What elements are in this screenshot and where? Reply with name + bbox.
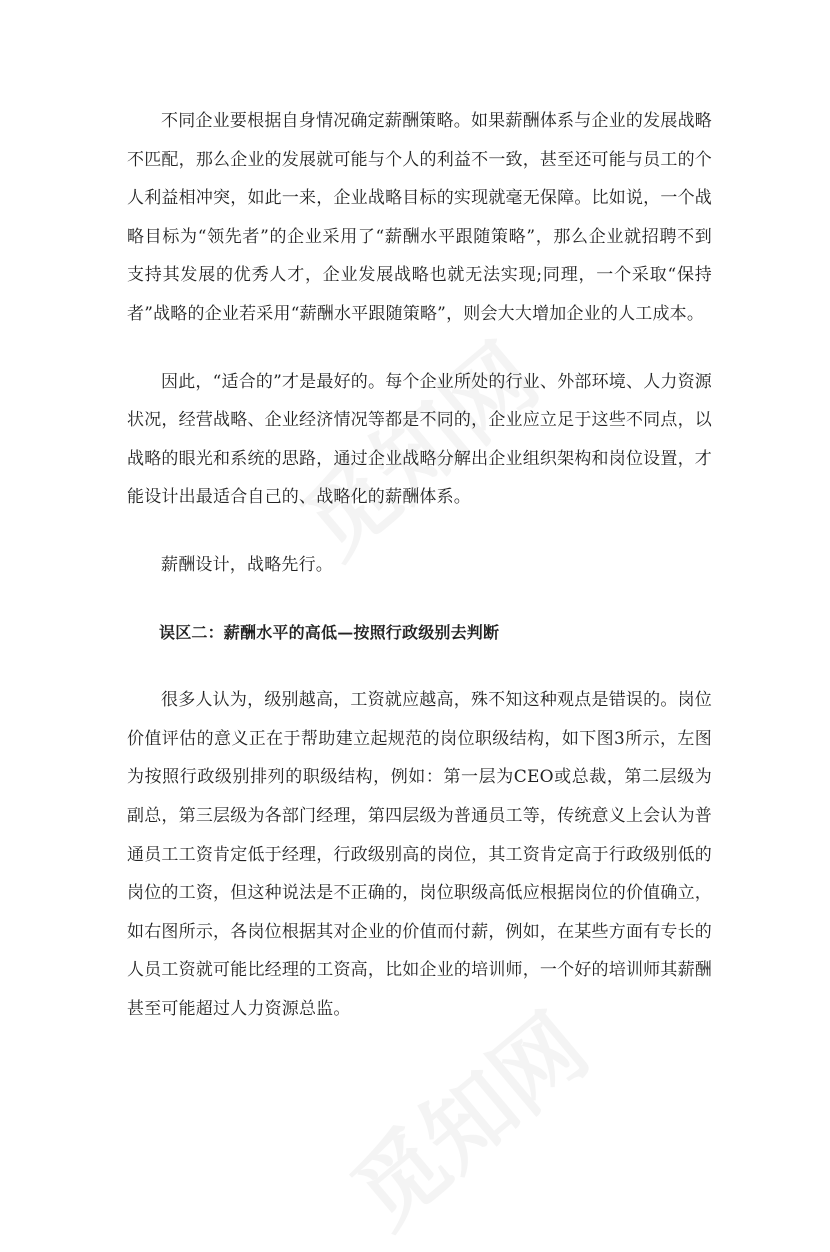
paragraph-job-level-structure: 很多人认为，级别越高，工资就应越高，殊不知这种观点是错误的。岗位价值评估的意义正在于帮助建立起规范的岗位职级结构，如下图3所示，左图为按照行政级别排列的职级结构，例如：第一层为CEO或总裁，第二层级为副总，第三层级为各部门经理，第四层级为普通员工等，传统意义上会认为普通员工工资肯定低于经理，行政级别高的岗位，其工资肯定高于行政级别低的岗位的工资，但这种说法是不正确的，岗位职级高低应根据岗位的价值确立，如右图所示，各岗位根据其对企业的价值而付薪，例如，在某些方面有专长的人员工资就可能比经理的工资高，比如企业的培训师，一个好的培训师其薪酬甚至可能超过人力资源总监。 bbox=[127, 690, 712, 1019]
paragraph-strategy-first: 薪酬设计，战略先行。 bbox=[161, 554, 333, 575]
section-heading-misconception-two: 误区二：薪酬水平的高低—按照行政级别去判断 bbox=[159, 622, 500, 642]
document-body bbox=[127, 102, 712, 1057]
paragraph-suitable-is-best: 因此，“适合的”才是最好的。每个企业所处的行业、外部环境、人力资源状况，经营战略、企业经济情况等都是不同的，企业应立足于这些不同点，以战略的眼光和系统的思路，通过企业战略分解出企业组织架构和岗位设置，才能设计出最适合自己的、战略化的薪酬体系。 bbox=[127, 371, 712, 508]
paragraph-salary-strategy: 不同企业要根据自身情况确定薪酬策略。如果薪酬体系与企业的发展战略不匹配，那么企业的发展就可能与个人的利益不一致，甚至还可能与员工的个人利益相冲突，如此一来，企业战略目标的实现就毫无保障。比如说，一个战略目标为“领先者”的企业采用了“薪酬水平跟随策略”，那么企业就招聘不到支持其发展的优秀人才，企业发展战略也就无法实现;同理，一个采取“保持者”战略的企业若采用“薪酬水平跟随策略”，则会大大增加企业的人工成本。 bbox=[127, 111, 712, 324]
